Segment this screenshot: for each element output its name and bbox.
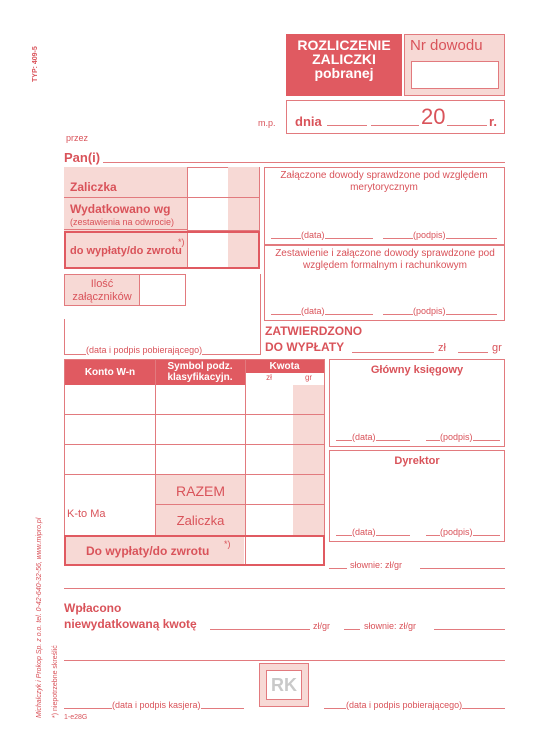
stamp-label: m.p. [258,118,276,128]
divider [187,197,260,198]
pobierajacy-caption: (data i podpis pobierającego) [86,345,203,355]
header-kwota: Kwota [269,361,300,372]
chief-accountant-label: Główny księgowy [370,364,464,376]
formal-check-box [264,245,505,321]
year-prefix: 20 [421,104,446,129]
wydatkowano-label: Wydatkowano wg [70,202,171,216]
signature-caption: (podpis) [413,306,446,316]
date-box [286,100,505,134]
date-caption: (data) [352,527,376,537]
slownie-label: słownie: zł/gr [350,560,403,570]
section-divider [64,660,505,661]
do-wyplaty-table-row [64,535,325,566]
table-row[interactable] [155,504,324,505]
approval-grosz-field[interactable] [458,352,488,353]
form-code: 1-e28G [64,714,88,721]
przez-label: przez [66,133,89,143]
divider [139,275,140,305]
deposit-amount-field[interactable] [210,629,310,630]
wplacono-label: Wpłacono [64,601,122,615]
ilosc-label: Ilość [90,278,114,290]
signature-caption: (podpis) [440,527,473,537]
footnote-mark: *) [224,539,231,549]
year-field[interactable] [447,125,487,126]
kto-ma-label: K-to Ma [67,508,106,520]
pan-label: Pan(i) [64,150,101,165]
rk-stamp-inner [266,670,302,700]
table-row[interactable] [65,414,324,415]
border-tick [64,319,65,355]
title-line-3: pobranej [314,65,374,81]
receiver-caption: (data i podpis pobierającego) [346,700,463,710]
header-symbol: Symbol podz. klasyfikacyjn. [167,361,233,383]
zatwierdzono-label: ZATWIERDZONO [265,324,363,338]
accounting-table [64,359,325,566]
do-wyplaty-table-label: Do wypłaty/do zwrotu [86,544,210,558]
date-caption: (data) [301,230,325,240]
border-tick [260,274,261,355]
header-konto: Konto W-n [84,367,136,378]
footnote-mark: *) [178,237,185,247]
month-field[interactable] [371,125,419,126]
title-line-1: ROZLICZENIE [297,37,391,53]
slownie-line-start [344,629,360,630]
date-caption: (data) [352,432,376,442]
date-caption: (data) [301,306,325,316]
signature-caption: (podpis) [413,230,446,240]
signature-caption: (podpis) [440,432,473,442]
day-field[interactable] [327,125,367,126]
publisher-imprint: Michalczyk i Prokop Sp. z o.o. tel. 0-42-640-32-56, www.mipro.pl [36,517,43,718]
slownie-line-start [329,568,347,569]
zestawienia-note: (zestawienia na odwrocie) [70,217,175,227]
table-row[interactable] [65,444,324,445]
title-line-2: ZALICZKI [312,51,376,67]
zaliczka-row-label: Zaliczka [176,513,225,528]
razem-label: RAZEM [176,483,225,499]
header-gr: gr [304,373,313,382]
deposit-slownie-label: słownie: zł/gr [364,621,417,631]
date-label: dnia [295,114,322,129]
deposit-slownie-field[interactable] [434,629,505,630]
zalacznikow-label: załączników [72,291,132,303]
header-zl: zł [266,373,272,382]
do-wyplaty-approval-label: DO WYPŁATY [265,340,345,354]
approval-amount-field[interactable] [352,352,434,353]
gr-label: gr [492,342,502,354]
niewydatkowana-label: niewydatkowaną kwotę [64,617,197,631]
zl-label: zł [438,342,446,354]
document-number-field[interactable] [411,61,499,89]
grosz-column-shade [228,233,258,267]
slownie-field[interactable] [420,568,505,569]
chief-accountant-box [329,359,505,447]
rk-stamp [259,663,309,707]
do-wyplaty-row [64,231,260,269]
director-box [329,450,505,542]
grosz-column-shade [228,167,259,230]
pan-field[interactable] [103,162,505,163]
form-type-code: TYP: 409-5 [32,46,39,82]
zaliczka-label: Zaliczka [70,180,117,194]
section-divider [64,588,505,589]
year-suffix: r. [489,114,497,129]
formal-check-text: Zestawienie i załączone dowody sprawdzone pod względem formalnym i rachunkowym [275,248,495,271]
merit-check-box [264,167,505,245]
do-wyplaty-label: do wypłaty/do zwrotu [70,245,182,257]
rk-label: RK [271,675,297,695]
director-label: Dyrektor [394,455,440,467]
cashier-caption: (data i podpis kasjera) [112,700,201,710]
document-number-label: Nr dowodu [410,37,483,54]
title-block [286,34,402,96]
deposit-zlgr-label: zł/gr [313,621,331,631]
footnote: *) niepotrzebne skreślić [52,645,59,718]
attachments-box [64,274,186,306]
merit-check-text: Załączone dowody sprawdzone pod względem merytorycznym [280,170,488,193]
document-number-box [404,34,505,96]
grosz-column-shade [293,385,324,535]
divider [187,233,188,267]
